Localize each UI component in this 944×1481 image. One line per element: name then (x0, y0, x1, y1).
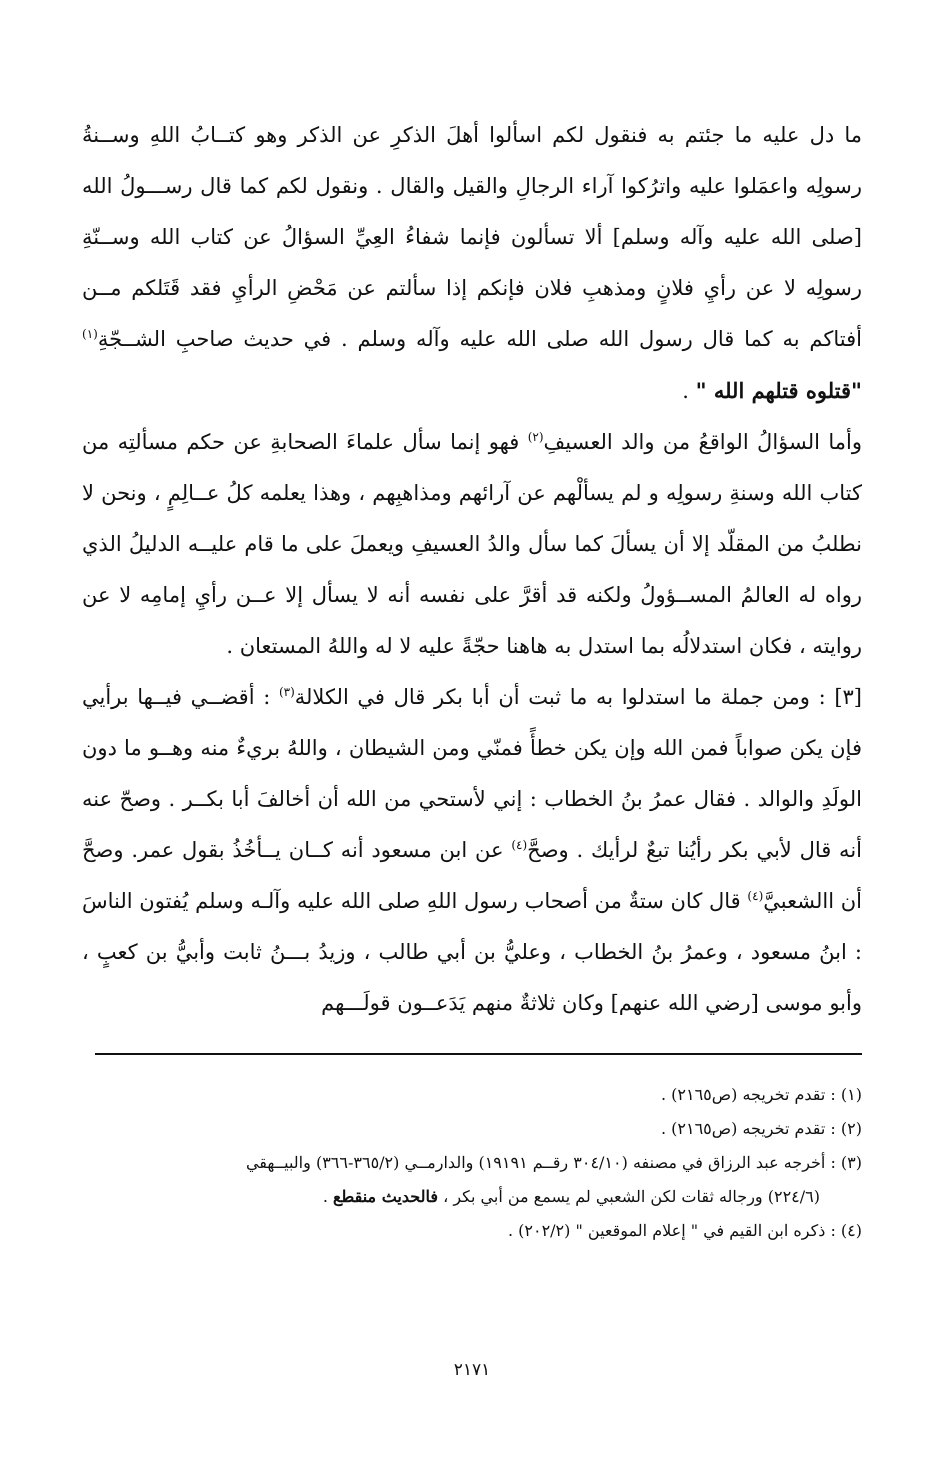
paragraph-2 (82, 417, 862, 672)
hadith-quote: "قتلوه قتلهم الله " (695, 378, 862, 403)
footnote-2: (٢) : تقدم تخريجه (ص٢١٦٥) . (660, 1119, 862, 1138)
paragraph-3-start: : ومن جملة ما استدلوا به ما ثبت أن أبا بكر قال في الكلالة (294, 685, 835, 709)
footnote-1: (١) : تقدم تخريجه (ص٢١٦٥) . (660, 1085, 862, 1104)
paragraph-2-rest: فهو إنما سأل علماءَ الصحابةِ عن حكم مسألتِه من كتاب الله وسنةِ رسولِه و لم يسألْهم عن آرائهم ومذاهبِهم ، وهذا يعلمه كلُ عــالِمٍ ، ونحن لا نطلبُ من المقلّد إلا أن يسألَ كما سأل والدُ العسيفِ ويعملَ على ما قام عليــه الدليلُ الذي رواه له العالمُ المســؤولُ ولكنه قد أقرَّ على نفسه أنه لا يسأل إلا عــن رأيِ إمامِه لا عن روايته ، فكان استدلالُه بما استدل به هاهنا حجّةً عليه لا له واللهُ المستعان . (82, 430, 862, 658)
main-text (82, 110, 862, 1029)
footnote-ref-4a: (٤) (511, 838, 528, 852)
footnote-3-end: . (322, 1187, 333, 1206)
paragraph-1-line-4: رسولِه لا عن رأيِ فلانٍ ومذهبِ فلان فإنكم إذا سألتم عن مَحْضِ الرأيِ فقد قَتَلكم مــن (82, 276, 862, 300)
footnote-separator (95, 1053, 862, 1055)
footnote-3-line-2 (82, 1180, 862, 1214)
paragraph-1-line-5: أفتاكم به كما قال رسول الله صلى الله عليه وآله وسلم . في حديث صاحبِ الشــجّةِ (97, 327, 862, 351)
footnote-3-verdict: فالحديث منقطع (332, 1187, 438, 1206)
footnote-3-line-1: (٣) : أخرجه عبد الرزاق في مصنفه (٣٠٤/١٠ رقــم ١٩١٩١) والدارمــي (٣٦٥/٢-٣٦٦) والبيــهقي (245, 1153, 862, 1172)
paragraph-3-mid-2: عن ابن مسعود أنه كــان يــأخُذُ بقول عمر. وصحَّ أن االشعبيَّ (82, 838, 862, 913)
paragraph-3-rest: قال كان ستةٌ من أصحاب رسول اللهِ صلى الله عليه وآلـه وسلم يُفتون الناسَ : ابنُ مسعود ، وعمرُ بنُ الخطاب ، وعليُّ بن أبي طالب ، وزيدُ بـــنُ ثابت وأبيُّ بن كعبٍ ، وأبو موسى [رضي الله عنهم] وكان ثلاثةٌ منهم يَدَعــون قولَـــهم (82, 889, 862, 1015)
paragraph-3-mid-1: : أقضــي فيــها برأيي فإن يكن صواباً فمن الله وإن يكن خطأً فمنّي ومن الشيطان ، واللهُ بريءٌ منه وهــو ما دون الولَدِ والوالد . فقال عمرُ بنُ الخطاب : إني لأستحي من الله أن أخالفَ أبا بكــر . وصحّ عنه أنه قال لأبي بكر رأيُنا تبعٌ لرأيك . وصحَّ (82, 685, 862, 862)
paragraph-2-start: وأما السؤالُ الواقعُ من والد العسيفِ (543, 430, 862, 454)
footnote-4: (٤) : ذكره ابن القيم في " إعلام الموقعين " (٢٠٢/٢) . (507, 1221, 862, 1240)
footnote-3-text: (٢٢٤/٦) ورجاله ثقات لكن الشعبي لم يسمع من أبي بكر ، (437, 1187, 820, 1206)
footnote-ref-4b: (٤) (747, 889, 764, 903)
quote-end: . (682, 379, 696, 403)
footnote-ref-2: (٢) (527, 430, 544, 444)
paragraph-1-line-1: ما دل عليه ما جئتم به فنقول لكم اسألوا أهلَ الذكرِ عن الذكر وهو كتــابُ اللهِ وســنةُ (82, 123, 862, 147)
footnotes (82, 1078, 862, 1248)
paragraph-3 (82, 672, 862, 1029)
page-number: ٢١٧١ (453, 1360, 491, 1380)
paragraph-1-line-3: الله [صلى الله عليه وآله وسلم] ألا تسألون فإنما شفاءُ العِيِّ السؤالُ عن كتاب الله وســنّةِ (82, 174, 862, 249)
footnote-ref-3: (٣) (278, 685, 295, 699)
footnote-ref-1: (١) (82, 327, 98, 341)
paragraph-1 (82, 110, 862, 417)
paragraph-number: [٣] (834, 685, 862, 709)
paragraph-1-line-2: رسولِه واعمَلوا عليه واترُكوا آراء الرجالِ والقيل والقال . ونقول لكم كما قال رســـولُ (120, 174, 862, 198)
